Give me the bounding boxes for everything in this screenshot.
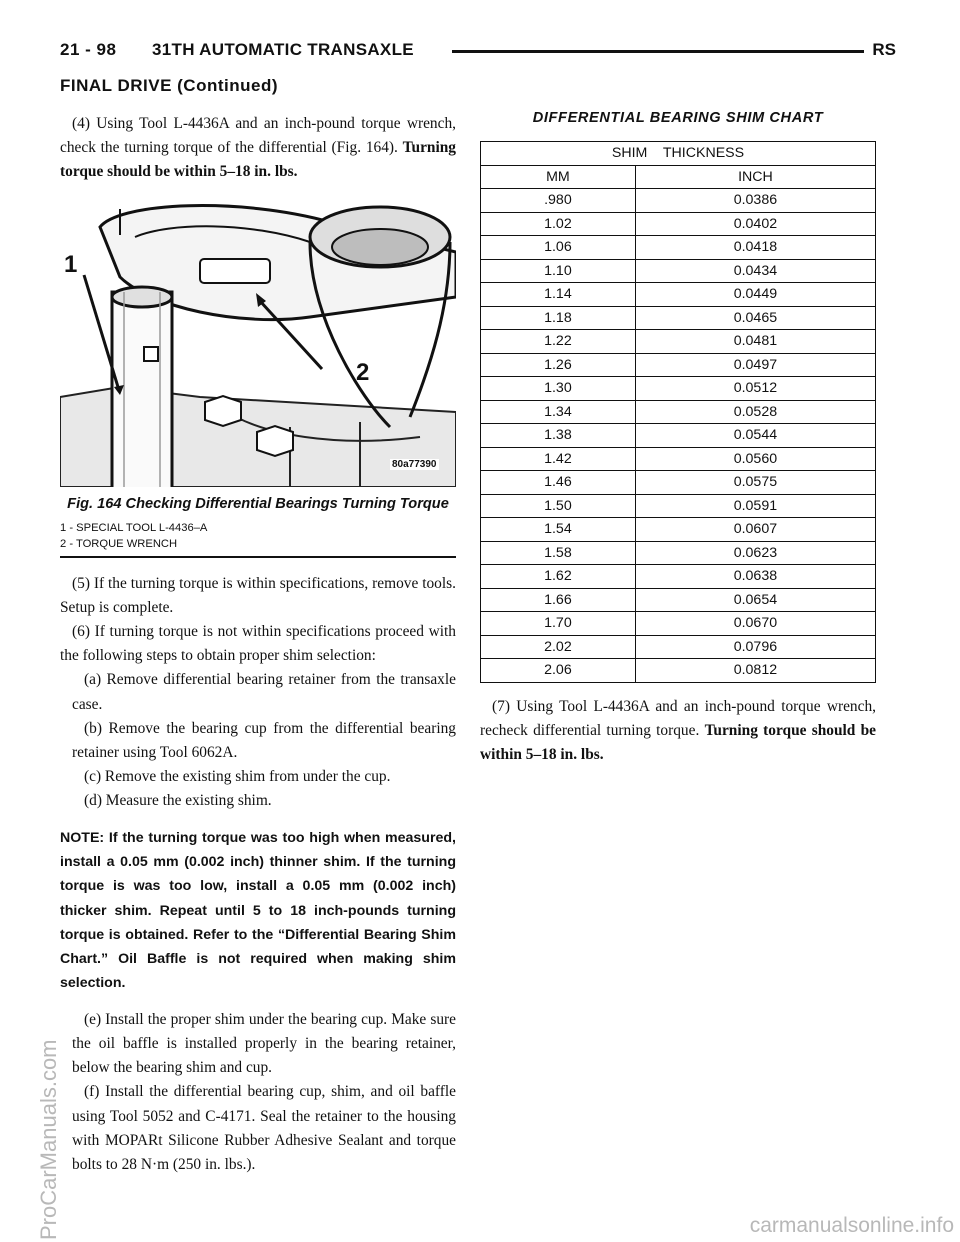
table-row	[481, 659, 876, 683]
cell-mm: 1.14	[481, 283, 636, 307]
table-row	[481, 588, 876, 612]
cell-inch: 0.0402	[635, 212, 875, 236]
table-row	[481, 283, 876, 307]
column-header-mm: MM	[481, 165, 636, 189]
step-4-emphasis: Turning torque should be within 5–18 in. lbs.	[60, 139, 456, 181]
callout-1: 1	[64, 250, 78, 278]
cell-inch: 0.0434	[635, 259, 875, 283]
step-7: (7) Using Tool L-4436A and an inch-pound torque wrench, recheck differential turning torque. Turning torque should be within 5–18 in. lbs.	[480, 697, 876, 763]
cell-mm: 1.02	[481, 212, 636, 236]
step-6a: (a) Remove differential bearing retainer from the transaxle case.	[72, 671, 456, 713]
cell-mm: .980	[481, 189, 636, 213]
header-rule	[452, 50, 864, 53]
cell-inch: 0.0607	[635, 518, 875, 542]
table-row	[481, 447, 876, 471]
cell-inch: 0.0638	[635, 565, 875, 589]
cell-mm: 1.58	[481, 541, 636, 565]
note-shim-selection: NOTE: If the turning torque was too high when measured, install a 0.05 mm (0.002 inch) thinner shim. If the turning torque is was too low, install a 0.05 mm (0.002 inch) thicker shim. Repeat until 5 to 18 inch-pounds turning torque is obtained. Refer to the “Differential Bearing Shim Chart.” Oil Baffle is not required when making shim selection.	[60, 829, 456, 992]
legend-item-2: 2 - TORQUE WRENCH	[60, 537, 178, 550]
table-row	[481, 565, 876, 589]
legend-item-1: 1 - SPECIAL TOOL L-4436–A	[60, 521, 208, 534]
cell-mm: 1.42	[481, 447, 636, 471]
figure-legend	[60, 520, 456, 552]
cell-mm: 1.26	[481, 353, 636, 377]
illustration-differential-torque-check	[60, 197, 456, 487]
table-row	[481, 400, 876, 424]
table-row	[481, 612, 876, 636]
cell-inch: 0.0465	[635, 306, 875, 330]
vehicle-code: RS	[872, 40, 896, 59]
callout-2: 2	[356, 358, 370, 386]
side-watermark	[4, 800, 61, 1240]
cell-inch: 0.0544	[635, 424, 875, 448]
cell-inch: 0.0497	[635, 353, 875, 377]
step-6d: (d) Measure the existing shim.	[84, 792, 272, 810]
cell-inch: 0.0575	[635, 471, 875, 495]
cell-mm: 1.70	[481, 612, 636, 636]
step-6: (6) If turning torque is not within specifications proceed with the following steps to obtain proper shim selection:	[60, 623, 456, 665]
table-row	[481, 330, 876, 354]
cell-mm: 1.30	[481, 377, 636, 401]
cell-inch: 0.0654	[635, 588, 875, 612]
cell-mm: 1.62	[481, 565, 636, 589]
table-row	[481, 306, 876, 330]
table-heading: SHIM THICKNESS	[481, 142, 876, 166]
table-row	[481, 259, 876, 283]
table-heading-row	[481, 142, 876, 166]
cell-inch: 0.0560	[635, 447, 875, 471]
step-4: (4) Using Tool L-4436A and an inch-pound torque wrench, check the turning torque of the differential (Fig. 164). Turning torque should be within 5–18 in. lbs.	[60, 115, 456, 181]
table-row	[481, 518, 876, 542]
cell-mm: 1.34	[481, 400, 636, 424]
cell-mm: 2.02	[481, 635, 636, 659]
step-6f: (f) Install the differential bearing cup, shim, and oil baffle using Tool 5052 and C-4171. Seal the retainer to the housing with MOPARt Silicone Rubber Adhesive Sealant and torque bolts to 28 N·m (250 in. lbs.).	[72, 1083, 456, 1173]
cell-mm: 1.06	[481, 236, 636, 260]
table-row	[481, 494, 876, 518]
bottom-watermark: carmanualsonline.info	[749, 1214, 954, 1237]
page-header	[60, 38, 896, 68]
cell-mm: 1.54	[481, 518, 636, 542]
table-row	[481, 541, 876, 565]
figure-image-code: 80a77390	[392, 458, 437, 470]
table-row	[481, 236, 876, 260]
page-number: 21 - 98	[60, 40, 117, 59]
step-6e: (e) Install the proper shim under the bearing cup. Make sure the oil baffle is installed properly in the bearing retainer, below the bearing shim and cup.	[72, 1010, 456, 1077]
side-watermark-text: ProCarManuals.com	[36, 1039, 61, 1240]
cell-inch: 0.0481	[635, 330, 875, 354]
cell-inch: 0.0670	[635, 612, 875, 636]
left-column	[60, 112, 456, 1177]
cell-mm: 1.46	[481, 471, 636, 495]
figure-164	[60, 197, 456, 487]
right-column	[480, 110, 876, 767]
table-column-row	[481, 165, 876, 189]
cell-mm: 1.22	[481, 330, 636, 354]
cell-inch: 0.0591	[635, 494, 875, 518]
table-row	[481, 471, 876, 495]
cell-mm: 1.38	[481, 424, 636, 448]
cell-mm: 2.06	[481, 659, 636, 683]
column-header-inch: INCH	[635, 165, 875, 189]
table-row	[481, 353, 876, 377]
cell-inch: 0.0418	[635, 236, 875, 260]
cell-inch: 0.0623	[635, 541, 875, 565]
figure-caption: Fig. 164 Checking Differential Bearings Turning Torque	[67, 495, 449, 512]
table-row	[481, 635, 876, 659]
section-title: 31TH AUTOMATIC TRANSAXLE	[152, 40, 414, 59]
table-row	[481, 189, 876, 213]
step-6c: (c) Remove the existing shim from under the cup.	[84, 768, 391, 786]
cell-inch: 0.0812	[635, 659, 875, 683]
table-row	[481, 424, 876, 448]
step-5: (5) If the turning torque is within specifications, remove tools. Setup is complete.	[60, 574, 456, 616]
section-subheader: FINAL DRIVE (Continued)	[60, 76, 278, 95]
shim-table	[480, 141, 876, 683]
cell-inch: 0.0528	[635, 400, 875, 424]
step-6b: (b) Remove the bearing cup from the differential bearing retainer using Tool 6062A.	[72, 719, 456, 762]
cell-inch: 0.0449	[635, 283, 875, 307]
cell-mm: 1.66	[481, 588, 636, 612]
cell-mm: 1.10	[481, 259, 636, 283]
table-row	[481, 212, 876, 236]
cell-inch: 0.0512	[635, 377, 875, 401]
cell-mm: 1.18	[481, 306, 636, 330]
cell-mm: 1.50	[481, 494, 636, 518]
table-row	[481, 377, 876, 401]
shim-chart-title: DIFFERENTIAL BEARING SHIM CHART	[532, 110, 824, 126]
step-7-emphasis: Turning torque should be within 5–18 in. lbs.	[480, 721, 876, 763]
cell-inch: 0.0386	[635, 189, 875, 213]
cell-inch: 0.0796	[635, 635, 875, 659]
legend-divider	[60, 556, 456, 558]
